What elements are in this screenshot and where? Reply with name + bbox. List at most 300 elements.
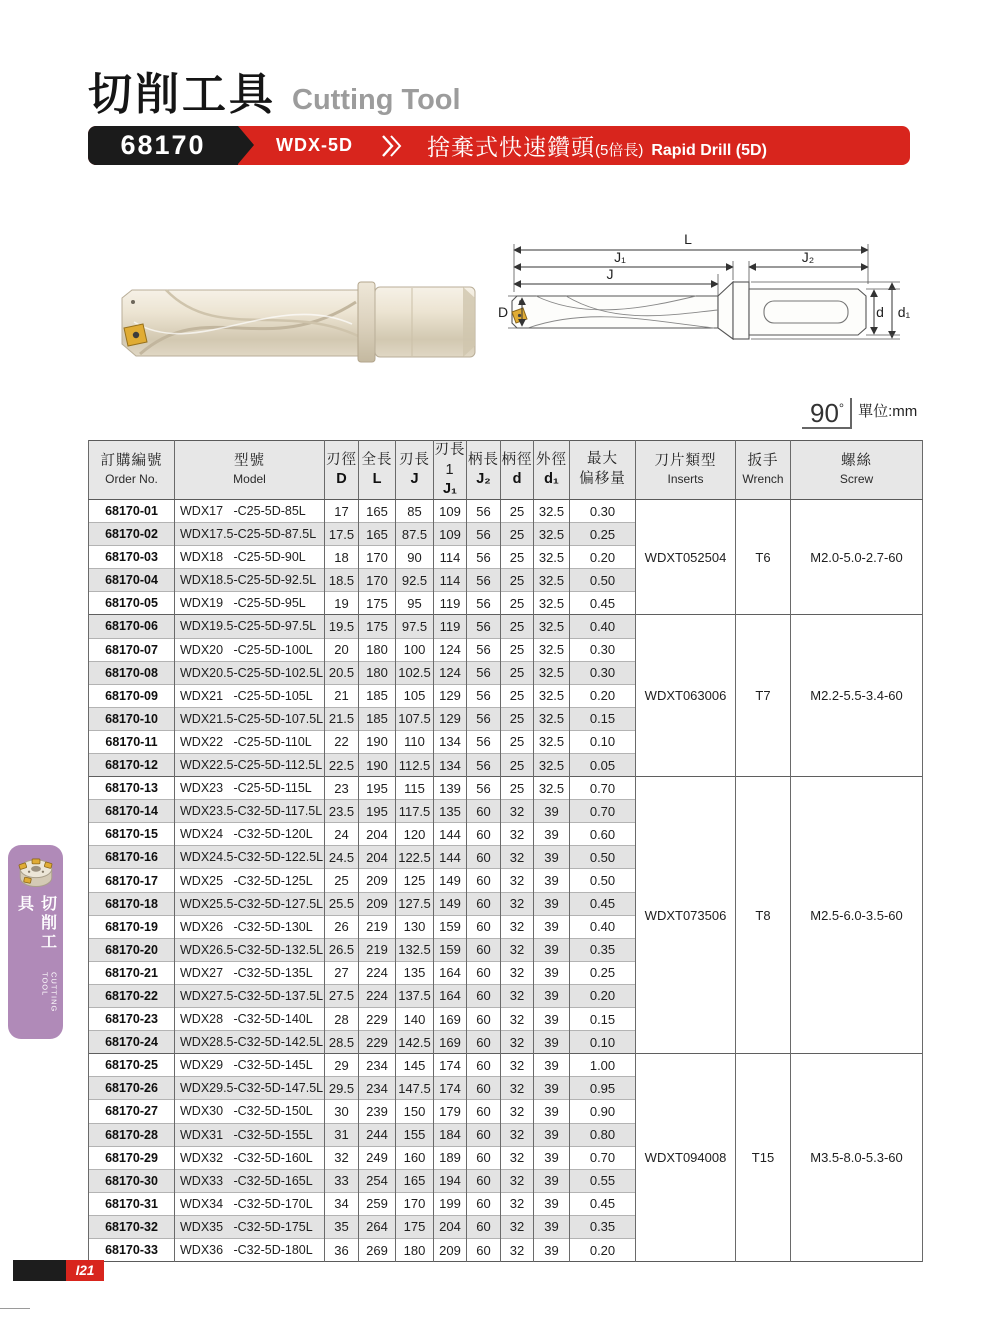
cell-d-68170-05: 19: [325, 592, 359, 615]
cell-j-68170-32: 175: [396, 1215, 434, 1238]
cell-d-68170-06: 19.5: [325, 615, 359, 638]
cell-d-68170-27: 30: [325, 1100, 359, 1123]
header-outer-dia-d1: 外徑 d₁: [534, 441, 570, 500]
cell-j2-68170-01: 56: [467, 499, 501, 522]
cell-j1-68170-07: 124: [434, 638, 467, 661]
cell-model-68170-28: WDX31 -C32-5D-155L: [175, 1123, 325, 1146]
cell-j1-68170-09: 129: [434, 684, 467, 707]
cell-l-68170-10: 185: [359, 707, 396, 730]
cell-model-68170-03: WDX18 -C25-5D-90L: [175, 546, 325, 569]
cell-l-68170-09: 185: [359, 684, 396, 707]
cell-model-68170-10: WDX21.5-C25-5D-107.5L: [175, 707, 325, 730]
cell-max-offset-68170-24: 0.10: [570, 1031, 636, 1054]
cell-j2-68170-33: 60: [467, 1238, 501, 1261]
cell-l-68170-28: 244: [359, 1123, 396, 1146]
table-row-68170-13: [89, 777, 923, 800]
cell-d1-68170-11: 32.5: [534, 730, 570, 753]
cell-order-68170-32: 68170-32: [89, 1215, 175, 1238]
cell-d1-68170-04: 32.5: [534, 569, 570, 592]
cell-shank-d-68170-05: 25: [501, 592, 534, 615]
cell-max-offset-68170-11: 0.10: [570, 730, 636, 753]
cell-order-68170-31: 68170-31: [89, 1192, 175, 1215]
cell-j-68170-01: 85: [396, 499, 434, 522]
cell-order-68170-15: 68170-15: [89, 823, 175, 846]
cell-shank-d-68170-01: 25: [501, 499, 534, 522]
cell-max-offset-68170-14: 0.70: [570, 800, 636, 823]
cell-order-68170-27: 68170-27: [89, 1100, 175, 1123]
cell-j1-68170-24: 169: [434, 1031, 467, 1054]
cell-d1-68170-13: 32.5: [534, 777, 570, 800]
cell-max-offset-68170-22: 0.20: [570, 984, 636, 1007]
cell-order-68170-21: 68170-21: [89, 961, 175, 984]
cell-max-offset-68170-09: 0.20: [570, 684, 636, 707]
cell-l-68170-19: 219: [359, 915, 396, 938]
cell-shank-d-68170-21: 32: [501, 961, 534, 984]
cell-shank-d-68170-32: 32: [501, 1215, 534, 1238]
header-inserts: 刀片類型 Inserts: [636, 441, 736, 500]
cell-l-68170-02: 165: [359, 523, 396, 546]
cell-j1-68170-05: 119: [434, 592, 467, 615]
cell-shank-d-68170-23: 32: [501, 1008, 534, 1031]
cell-j2-68170-32: 60: [467, 1215, 501, 1238]
cell-d-68170-04: 18.5: [325, 569, 359, 592]
dimension-diagram-image: [496, 222, 920, 372]
cell-max-offset-68170-08: 0.30: [570, 661, 636, 684]
cell-j-68170-10: 107.5: [396, 707, 434, 730]
cell-d-68170-20: 26.5: [325, 938, 359, 961]
cell-d1-68170-23: 39: [534, 1008, 570, 1031]
cell-l-68170-24: 229: [359, 1031, 396, 1054]
cell-order-68170-04: 68170-04: [89, 569, 175, 592]
cell-j-68170-11: 110: [396, 730, 434, 753]
cell-j2-68170-24: 60: [467, 1031, 501, 1054]
cell-model-68170-12: WDX22.5-C25-5D-112.5L: [175, 754, 325, 777]
header-order-no: 訂購編號 Order No.: [89, 441, 175, 500]
cell-j-68170-02: 87.5: [396, 523, 434, 546]
drill-photo: [106, 232, 482, 383]
cell-d1-68170-19: 39: [534, 915, 570, 938]
cell-max-offset-68170-15: 0.60: [570, 823, 636, 846]
cell-model-68170-06: WDX19.5-C25-5D-97.5L: [175, 615, 325, 638]
cell-j1-68170-28: 184: [434, 1123, 467, 1146]
cell-d1-68170-03: 32.5: [534, 546, 570, 569]
insert-type-cell-group-1: WDXT052504: [636, 499, 736, 614]
cell-j-68170-14: 117.5: [396, 800, 434, 823]
cell-d-68170-16: 24.5: [325, 846, 359, 869]
cell-j1-68170-06: 119: [434, 615, 467, 638]
cell-d-68170-09: 21: [325, 684, 359, 707]
product-banner: [88, 126, 910, 165]
cell-model-68170-17: WDX25 -C32-5D-125L: [175, 869, 325, 892]
drill-photo-image: [106, 232, 482, 378]
cell-d-68170-24: 28.5: [325, 1031, 359, 1054]
cell-model-68170-08: WDX20.5-C25-5D-102.5L: [175, 661, 325, 684]
cell-j1-68170-01: 109: [434, 499, 467, 522]
cell-max-offset-68170-32: 0.35: [570, 1215, 636, 1238]
cell-j1-68170-26: 174: [434, 1077, 467, 1100]
cell-model-68170-29: WDX32 -C32-5D-160L: [175, 1146, 325, 1169]
cell-shank-d-68170-08: 25: [501, 661, 534, 684]
cell-l-68170-16: 204: [359, 846, 396, 869]
cell-max-offset-68170-10: 0.15: [570, 707, 636, 730]
cell-d1-68170-05: 32.5: [534, 592, 570, 615]
cell-order-68170-11: 68170-11: [89, 730, 175, 753]
cell-model-68170-13: WDX23 -C25-5D-115L: [175, 777, 325, 800]
dim-label-d1: d₁: [897, 304, 911, 320]
dim-label-D: D: [497, 304, 509, 320]
cell-max-offset-68170-28: 0.80: [570, 1123, 636, 1146]
cell-d1-68170-22: 39: [534, 984, 570, 1007]
cell-shank-d-68170-13: 25: [501, 777, 534, 800]
cell-j1-68170-29: 189: [434, 1146, 467, 1169]
cell-model-68170-31: WDX34 -C32-5D-170L: [175, 1192, 325, 1215]
table-row-68170-01: [89, 499, 923, 522]
cell-model-68170-05: WDX19 -C25-5D-95L: [175, 592, 325, 615]
wrench-cell-group-6: T7: [736, 615, 791, 777]
cell-d-68170-33: 36: [325, 1238, 359, 1261]
cell-j2-68170-06: 56: [467, 615, 501, 638]
cell-order-68170-10: 68170-10: [89, 707, 175, 730]
cell-l-68170-26: 234: [359, 1077, 396, 1100]
cell-j2-68170-17: 60: [467, 869, 501, 892]
cell-max-offset-68170-26: 0.95: [570, 1077, 636, 1100]
cell-l-68170-22: 224: [359, 984, 396, 1007]
cell-j2-68170-12: 56: [467, 754, 501, 777]
cell-order-68170-26: 68170-26: [89, 1077, 175, 1100]
insert-type-cell-group-6: WDXT063006: [636, 615, 736, 777]
spec-table: [88, 440, 923, 1262]
cell-max-offset-68170-01: 0.30: [570, 499, 636, 522]
cell-j2-68170-09: 56: [467, 684, 501, 707]
cell-j1-68170-30: 194: [434, 1169, 467, 1192]
cell-j-68170-04: 92.5: [396, 569, 434, 592]
sidebar-tab-text: [13, 895, 59, 1039]
cell-shank-d-68170-17: 32: [501, 869, 534, 892]
cell-max-offset-68170-06: 0.40: [570, 615, 636, 638]
cell-d-68170-26: 29.5: [325, 1077, 359, 1100]
cell-j2-68170-03: 56: [467, 546, 501, 569]
cell-d1-68170-28: 39: [534, 1123, 570, 1146]
cell-model-68170-30: WDX33 -C32-5D-165L: [175, 1169, 325, 1192]
product-code: 68170: [120, 130, 206, 160]
cell-order-68170-03: 68170-03: [89, 546, 175, 569]
cell-l-68170-20: 219: [359, 938, 396, 961]
cell-d-68170-32: 35: [325, 1215, 359, 1238]
cell-shank-d-68170-19: 32: [501, 915, 534, 938]
cell-max-offset-68170-20: 0.35: [570, 938, 636, 961]
cell-j2-68170-15: 60: [467, 823, 501, 846]
cell-shank-d-68170-11: 25: [501, 730, 534, 753]
cell-j1-68170-18: 149: [434, 892, 467, 915]
cell-model-68170-14: WDX23.5-C32-5D-117.5L: [175, 800, 325, 823]
cell-l-68170-06: 175: [359, 615, 396, 638]
dimension-diagram: [496, 222, 920, 377]
header-shank-length-J2: 柄長 J₂: [467, 441, 501, 500]
cell-model-68170-20: WDX26.5-C32-5D-132.5L: [175, 938, 325, 961]
page-title-zh: 切削工具: [88, 70, 276, 119]
cell-d1-68170-01: 32.5: [534, 499, 570, 522]
cell-d1-68170-02: 32.5: [534, 523, 570, 546]
cell-max-offset-68170-18: 0.45: [570, 892, 636, 915]
wrench-cell-group-1: T6: [736, 499, 791, 614]
cell-j-68170-21: 135: [396, 961, 434, 984]
cell-j-68170-03: 90: [396, 546, 434, 569]
cell-j2-68170-14: 60: [467, 800, 501, 823]
cell-d-68170-02: 17.5: [325, 523, 359, 546]
cell-max-offset-68170-13: 0.70: [570, 777, 636, 800]
header-flute-length-J: 刃長 J: [396, 441, 434, 500]
cell-d-68170-10: 21.5: [325, 707, 359, 730]
cell-d-68170-15: 24: [325, 823, 359, 846]
cell-d-68170-07: 20: [325, 638, 359, 661]
cell-shank-d-68170-15: 32: [501, 823, 534, 846]
cell-j-68170-18: 127.5: [396, 892, 434, 915]
dim-label-L: L: [684, 231, 692, 247]
insert-type-cell-group-25: WDXT094008: [636, 1054, 736, 1262]
page-footer: [13, 1260, 104, 1281]
cell-d-68170-21: 27: [325, 961, 359, 984]
cell-shank-d-68170-28: 32: [501, 1123, 534, 1146]
cell-l-68170-07: 180: [359, 638, 396, 661]
cell-j-68170-17: 125: [396, 869, 434, 892]
cell-j-68170-20: 132.5: [396, 938, 434, 961]
cell-j2-68170-23: 60: [467, 1008, 501, 1031]
cell-d-68170-23: 28: [325, 1008, 359, 1031]
cell-j2-68170-26: 60: [467, 1077, 501, 1100]
cell-d-68170-19: 26: [325, 915, 359, 938]
cell-shank-d-68170-07: 25: [501, 638, 534, 661]
sidebar-tab-cutting-tool[interactable]: [8, 845, 63, 1039]
cell-max-offset-68170-12: 0.05: [570, 754, 636, 777]
cell-order-68170-07: 68170-07: [89, 638, 175, 661]
cell-model-68170-22: WDX27.5-C32-5D-137.5L: [175, 984, 325, 1007]
cell-j-68170-19: 130: [396, 915, 434, 938]
cell-shank-d-68170-16: 32: [501, 846, 534, 869]
cell-j1-68170-02: 109: [434, 523, 467, 546]
cell-l-68170-29: 249: [359, 1146, 396, 1169]
cell-j1-68170-22: 164: [434, 984, 467, 1007]
point-angle: 90°: [802, 398, 852, 429]
cell-l-68170-18: 209: [359, 892, 396, 915]
cell-j1-68170-12: 134: [434, 754, 467, 777]
cell-d-68170-22: 27.5: [325, 984, 359, 1007]
cell-d-68170-13: 23: [325, 777, 359, 800]
cell-j-68170-07: 100: [396, 638, 434, 661]
cell-j1-68170-31: 199: [434, 1192, 467, 1215]
cell-j-68170-31: 170: [396, 1192, 434, 1215]
cell-max-offset-68170-04: 0.50: [570, 569, 636, 592]
product-code-badge: [88, 126, 238, 165]
cell-d1-68170-14: 39: [534, 800, 570, 823]
cell-max-offset-68170-33: 0.20: [570, 1238, 636, 1261]
cell-shank-d-68170-04: 25: [501, 569, 534, 592]
footer-black-bar: [13, 1260, 66, 1281]
unit-note: [802, 398, 917, 429]
cell-j-68170-33: 180: [396, 1238, 434, 1261]
chevron-right-icon: [379, 134, 403, 158]
cell-l-68170-08: 180: [359, 661, 396, 684]
cell-d1-68170-24: 39: [534, 1031, 570, 1054]
cell-order-68170-28: 68170-28: [89, 1123, 175, 1146]
product-name-en: Rapid Drill (5D): [651, 142, 767, 159]
cell-j2-68170-30: 60: [467, 1169, 501, 1192]
cell-order-68170-06: 68170-06: [89, 615, 175, 638]
cell-max-offset-68170-30: 0.55: [570, 1169, 636, 1192]
cell-j2-68170-02: 56: [467, 523, 501, 546]
dim-label-J: J: [606, 266, 614, 282]
cell-model-68170-02: WDX17.5-C25-5D-87.5L: [175, 523, 325, 546]
cell-model-68170-21: WDX27 -C32-5D-135L: [175, 961, 325, 984]
page-number-badge: I21: [66, 1260, 104, 1281]
cell-l-68170-17: 209: [359, 869, 396, 892]
table-row-68170-06: [89, 615, 923, 638]
cell-order-68170-22: 68170-22: [89, 984, 175, 1007]
cell-order-68170-02: 68170-02: [89, 523, 175, 546]
cell-model-68170-26: WDX29.5-C32-5D-147.5L: [175, 1077, 325, 1100]
cell-j-68170-09: 105: [396, 684, 434, 707]
cell-model-68170-18: WDX25.5-C32-5D-127.5L: [175, 892, 325, 915]
cell-d1-68170-25: 39: [534, 1054, 570, 1077]
cell-j-68170-05: 95: [396, 592, 434, 615]
cell-l-68170-14: 195: [359, 800, 396, 823]
product-name: [427, 129, 767, 162]
cell-j1-68170-25: 174: [434, 1054, 467, 1077]
cell-shank-d-68170-33: 32: [501, 1238, 534, 1261]
cell-j2-68170-22: 60: [467, 984, 501, 1007]
product-name-zh: 捨棄式快速鑽頭: [427, 134, 595, 160]
cell-d-68170-01: 17: [325, 499, 359, 522]
cell-d1-68170-15: 39: [534, 823, 570, 846]
cell-max-offset-68170-27: 0.90: [570, 1100, 636, 1123]
cell-order-68170-16: 68170-16: [89, 846, 175, 869]
cell-l-68170-03: 170: [359, 546, 396, 569]
cell-j-68170-13: 115: [396, 777, 434, 800]
cell-d1-68170-10: 32.5: [534, 707, 570, 730]
cell-max-offset-68170-31: 0.45: [570, 1192, 636, 1215]
edge-mark: [0, 1308, 30, 1309]
cell-d-68170-30: 33: [325, 1169, 359, 1192]
cell-d-68170-11: 22: [325, 730, 359, 753]
cell-d1-68170-06: 32.5: [534, 615, 570, 638]
cell-j2-68170-08: 56: [467, 661, 501, 684]
cell-j1-68170-33: 209: [434, 1238, 467, 1261]
cell-d1-68170-33: 39: [534, 1238, 570, 1261]
cell-j-68170-22: 137.5: [396, 984, 434, 1007]
cell-l-68170-27: 239: [359, 1100, 396, 1123]
cell-d1-68170-17: 39: [534, 869, 570, 892]
cell-max-offset-68170-05: 0.45: [570, 592, 636, 615]
cell-l-68170-13: 195: [359, 777, 396, 800]
cell-j2-68170-18: 60: [467, 892, 501, 915]
cell-j1-68170-04: 114: [434, 569, 467, 592]
cell-max-offset-68170-02: 0.25: [570, 523, 636, 546]
cell-j-68170-24: 142.5: [396, 1031, 434, 1054]
cell-shank-d-68170-22: 32: [501, 984, 534, 1007]
cell-order-68170-09: 68170-09: [89, 684, 175, 707]
cell-l-68170-15: 204: [359, 823, 396, 846]
cell-j1-68170-27: 179: [434, 1100, 467, 1123]
screw-cell-group-13: M2.5-6.0-3.5-60: [791, 777, 923, 1054]
cell-d1-68170-21: 39: [534, 961, 570, 984]
cell-order-68170-25: 68170-25: [89, 1054, 175, 1077]
cell-d1-68170-32: 39: [534, 1215, 570, 1238]
cell-order-68170-08: 68170-08: [89, 661, 175, 684]
cell-l-68170-12: 190: [359, 754, 396, 777]
cell-max-offset-68170-21: 0.25: [570, 961, 636, 984]
cell-l-68170-23: 229: [359, 1008, 396, 1031]
cell-model-68170-23: WDX28 -C32-5D-140L: [175, 1008, 325, 1031]
header-screw: 螺絲 Screw: [791, 441, 923, 500]
cell-j2-68170-19: 60: [467, 915, 501, 938]
cell-l-68170-33: 269: [359, 1238, 396, 1261]
cell-model-68170-19: WDX26 -C32-5D-130L: [175, 915, 325, 938]
cell-model-68170-24: WDX28.5-C32-5D-142.5L: [175, 1031, 325, 1054]
cell-j-68170-28: 155: [396, 1123, 434, 1146]
cell-model-68170-11: WDX22 -C25-5D-110L: [175, 730, 325, 753]
cell-shank-d-68170-30: 32: [501, 1169, 534, 1192]
cell-shank-d-68170-12: 25: [501, 754, 534, 777]
cell-model-68170-25: WDX29 -C32-5D-145L: [175, 1054, 325, 1077]
cell-model-68170-15: WDX24 -C32-5D-120L: [175, 823, 325, 846]
table-row-68170-25: [89, 1054, 923, 1077]
cell-d-68170-31: 34: [325, 1192, 359, 1215]
cell-j-68170-08: 102.5: [396, 661, 434, 684]
wrench-cell-group-13: T8: [736, 777, 791, 1054]
cell-order-68170-19: 68170-19: [89, 915, 175, 938]
header-wrench: 扳手 Wrench: [736, 441, 791, 500]
cell-j2-68170-13: 56: [467, 777, 501, 800]
cell-max-offset-68170-23: 0.15: [570, 1008, 636, 1031]
cell-j2-68170-04: 56: [467, 569, 501, 592]
cell-j-68170-27: 150: [396, 1100, 434, 1123]
cell-j2-68170-21: 60: [467, 961, 501, 984]
cell-order-68170-05: 68170-05: [89, 592, 175, 615]
cell-model-68170-32: WDX35 -C32-5D-175L: [175, 1215, 325, 1238]
cell-order-68170-14: 68170-14: [89, 800, 175, 823]
cell-j2-68170-28: 60: [467, 1123, 501, 1146]
cell-j1-68170-08: 124: [434, 661, 467, 684]
spec-table-header-row: [89, 441, 923, 500]
cell-l-68170-01: 165: [359, 499, 396, 522]
cell-j1-68170-13: 139: [434, 777, 467, 800]
cell-j2-68170-25: 60: [467, 1054, 501, 1077]
cell-d1-68170-07: 32.5: [534, 638, 570, 661]
cell-shank-d-68170-18: 32: [501, 892, 534, 915]
cell-shank-d-68170-09: 25: [501, 684, 534, 707]
cell-j2-68170-05: 56: [467, 592, 501, 615]
sidebar-tab-label-zh: 切削工具: [15, 895, 56, 953]
cell-d-68170-18: 25.5: [325, 892, 359, 915]
screw-cell-group-6: M2.2-5.5-3.4-60: [791, 615, 923, 777]
spec-table-body: [89, 499, 923, 1261]
cell-d-68170-25: 29: [325, 1054, 359, 1077]
cell-d1-68170-08: 32.5: [534, 661, 570, 684]
cell-max-offset-68170-16: 0.50: [570, 846, 636, 869]
header-shank-dia-d: 柄徑 d: [501, 441, 534, 500]
cell-shank-d-68170-27: 32: [501, 1100, 534, 1123]
cell-order-68170-12: 68170-12: [89, 754, 175, 777]
product-name-note: (5倍長): [595, 142, 644, 159]
cell-shank-d-68170-26: 32: [501, 1077, 534, 1100]
cell-l-68170-25: 234: [359, 1054, 396, 1077]
cell-d-68170-12: 22.5: [325, 754, 359, 777]
cell-shank-d-68170-20: 32: [501, 938, 534, 961]
cell-j2-68170-27: 60: [467, 1100, 501, 1123]
header-overall-length-L: 全長 L: [359, 441, 396, 500]
cell-order-68170-30: 68170-30: [89, 1169, 175, 1192]
series-label: WDX-5D: [276, 135, 353, 155]
milling-cutter-icon: [15, 854, 57, 891]
